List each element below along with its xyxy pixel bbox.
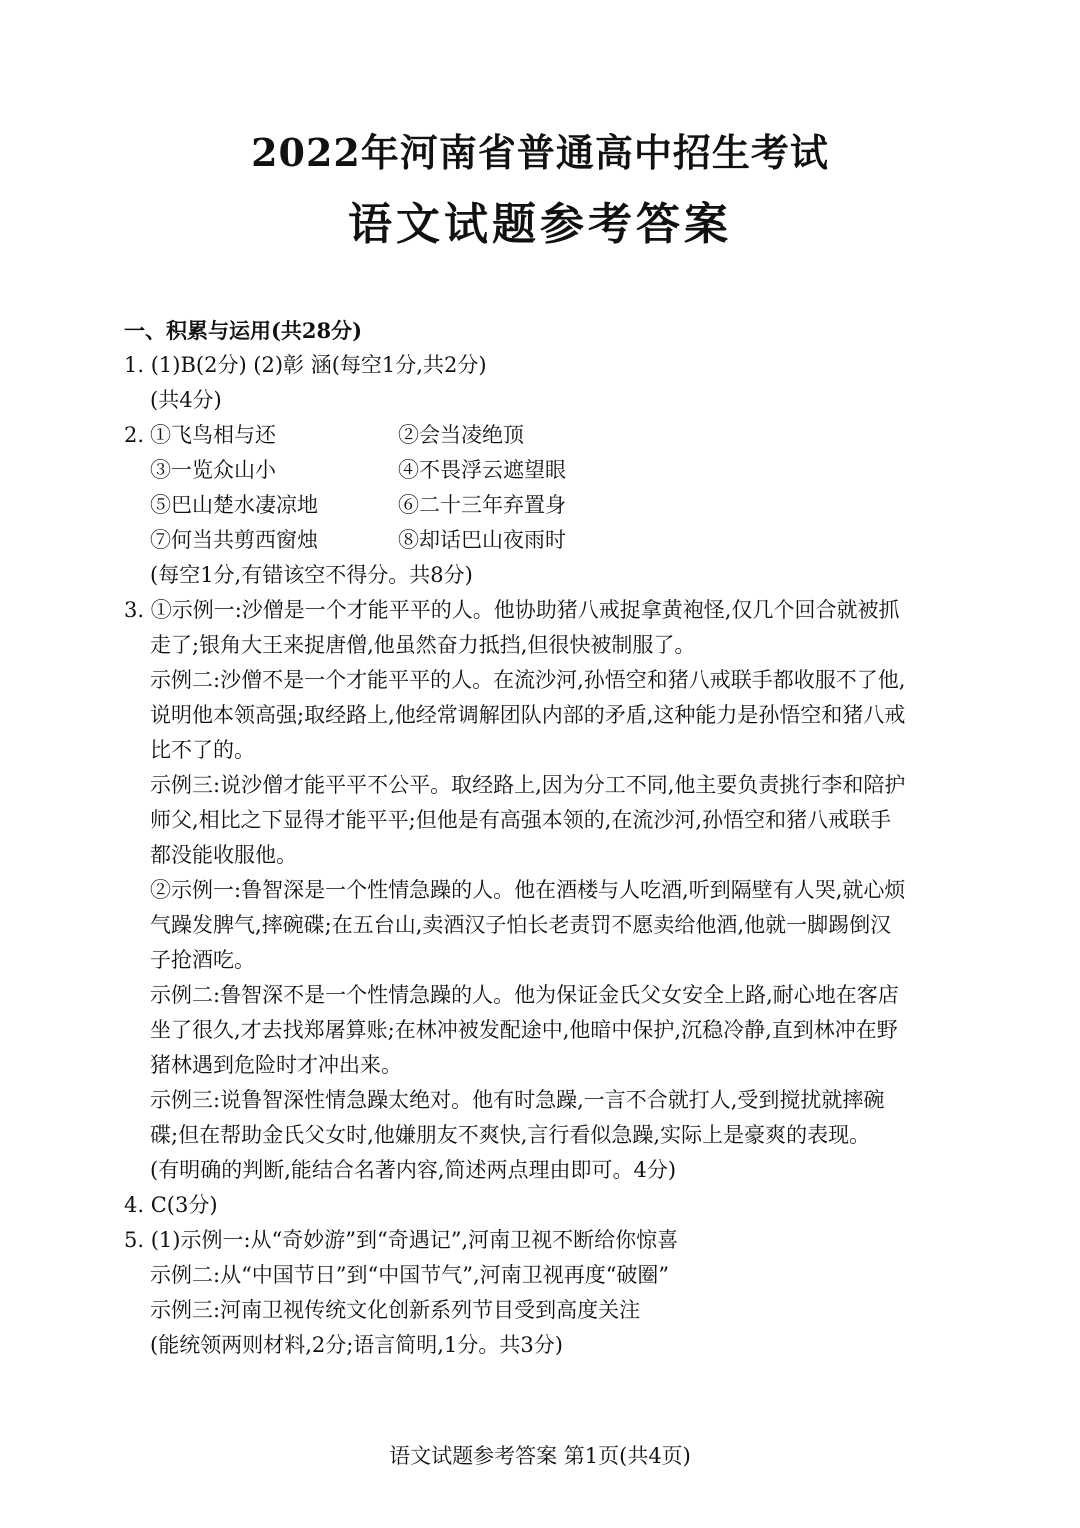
q2-item: ④不畏浮云遮望眼 bbox=[398, 458, 566, 482]
q5-line: 示例二:从“中国节日”到“中国节气”,河南卫视再度“破圈” bbox=[150, 1263, 670, 1287]
q3-line: 示例三:说鲁智深性情急躁太绝对。他有时急躁,一言不合就打人,受到搅扰就摔碗 bbox=[150, 1088, 885, 1112]
q3-line: 说明他本领高强;取经路上,他经常调解团队内部的矛盾,这种能力是孙悟空和猪八戒 bbox=[150, 703, 906, 727]
q3-line: ②示例一:鲁智深是一个性情急躁的人。他在酒楼与人吃酒,听到隔壁有人哭,就心烦 bbox=[150, 878, 906, 902]
q5-line: 5. (1)示例一:从“奇妙游”到“奇遇记”,河南卫视不断给你惊喜 bbox=[124, 1228, 679, 1252]
page-footer: 语文试题参考答案 第1页(共4页) bbox=[389, 1444, 691, 1468]
q2-score-note: (每空1分,有错该空不得分。共8分) bbox=[150, 563, 473, 587]
q3-line: 示例二:鲁智深不是一个性情急躁的人。他为保证金氏父女安全上路,耐心地在客店 bbox=[150, 983, 899, 1007]
q3-line: 比不了的。 bbox=[150, 738, 255, 762]
q2-item: ⑤巴山楚水凄凉地 bbox=[150, 493, 318, 517]
q2-item: ⑧却话巴山夜雨时 bbox=[398, 528, 566, 552]
q3-line: 3. ①示例一:沙僧是一个才能平平的人。他协助猪八戒捉拿黄袍怪,仅几个回合就被抓 bbox=[124, 598, 900, 622]
q2-item: ⑦何当共剪西窗烛 bbox=[150, 528, 318, 552]
q5-line: 示例三:河南卫视传统文化创新系列节目受到高度关注 bbox=[150, 1298, 641, 1322]
q3-line: 子抢酒吃。 bbox=[150, 948, 255, 972]
q3-line: 示例三:说沙僧才能平平不公平。取经路上,因为分工不同,他主要负责挑行李和陪护 bbox=[150, 773, 906, 797]
q5-score-note: (能统领两则材料,2分;语言简明,1分。共3分) bbox=[150, 1333, 563, 1357]
q2-item: ③一览众山小 bbox=[150, 458, 276, 482]
section-heading: 一、积累与运用(共28分) bbox=[124, 318, 363, 343]
q4-answer: 4. C(3分) bbox=[124, 1193, 218, 1217]
q2-item: ⑥二十三年弃置身 bbox=[398, 493, 566, 517]
document-title: 语文试题参考答案 bbox=[348, 199, 732, 250]
q1-answer: 1. (1)B(2分) (2)彰 涵(每空1分,共2分) bbox=[124, 353, 487, 377]
q2-number: 2. bbox=[124, 423, 145, 447]
q3-line: 走了;银角大王来捉唐僧,他虽然奋力抵挡,但很快被制服了。 bbox=[150, 633, 696, 657]
q3-line: 猪林遇到危险时才冲出来。 bbox=[150, 1053, 402, 1077]
q3-line: 碟;但在帮助金氏父女时,他嫌朋友不爽快,言行看似急躁,实际上是豪爽的表现。 bbox=[150, 1123, 871, 1147]
exam-title: 2022年河南省普通高中招生考试 bbox=[251, 130, 829, 175]
q2-item: ②会当凌绝顶 bbox=[398, 423, 524, 447]
q3-line: 师父,相比之下显得才能平平;但他是有高强本领的,在流沙河,孙悟空和猪八戒联手 bbox=[150, 808, 892, 832]
q3-line: 气躁发脾气,摔碗碟;在五台山,卖酒汉子怕长老责罚不愿卖给他酒,他就一脚踢倒汉 bbox=[150, 913, 892, 937]
q2-item: ①飞鸟相与还 bbox=[150, 423, 276, 447]
q3-score-note: (有明确的判断,能结合名著内容,简述两点理由即可。4分) bbox=[150, 1158, 677, 1182]
q3-line: 示例二:沙僧不是一个才能平平的人。在流沙河,孙悟空和猪八戒联手都收服不了他, bbox=[150, 668, 906, 692]
q3-line: 都没能收服他。 bbox=[150, 843, 297, 867]
q1-score: (共4分) bbox=[150, 388, 222, 412]
q3-line: 坐了很久,才去找郑屠算账;在林冲被发配途中,他暗中保护,沉稳冷静,直到林冲在野 bbox=[150, 1018, 898, 1042]
